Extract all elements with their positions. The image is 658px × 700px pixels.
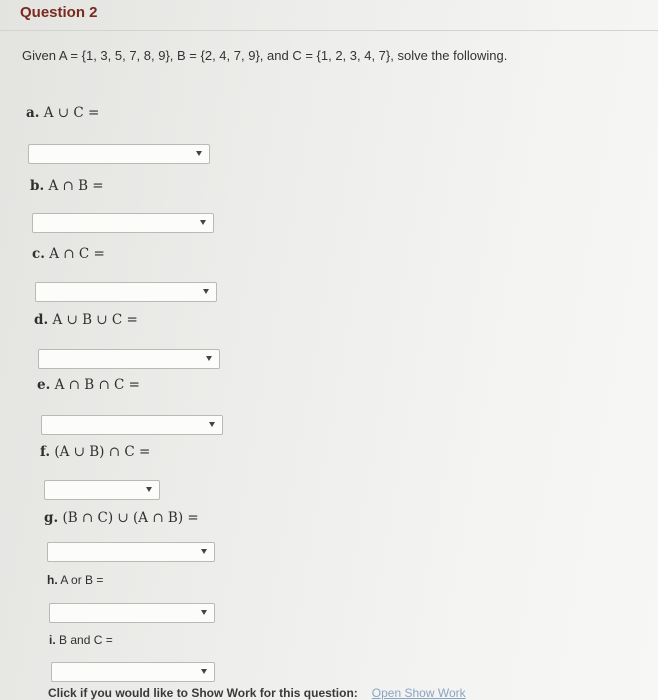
part-i-label (49, 633, 113, 647)
part-e-letter: e. (37, 377, 51, 393)
open-show-work-link[interactable]: Open Show Work (371, 686, 466, 700)
part-a-expression: A ∪ C = (43, 105, 100, 121)
chevron-down-icon (203, 289, 209, 294)
part-e-answer-dropdown[interactable] (41, 415, 223, 435)
part-h-letter: h. (47, 573, 58, 587)
chevron-down-icon (209, 422, 215, 427)
part-g-expression: (B ∩ C) ∪ (A ∩ B) = (62, 510, 199, 526)
part-g-answer-dropdown[interactable] (47, 542, 215, 562)
chevron-down-icon (196, 151, 202, 156)
chevron-down-icon (200, 220, 206, 225)
title-divider (0, 30, 658, 31)
part-a-letter: a. (26, 105, 40, 121)
part-d-letter: d. (34, 312, 49, 328)
part-a-answer-dropdown[interactable] (28, 144, 210, 164)
chevron-down-icon (201, 669, 207, 674)
part-g-label (44, 510, 199, 526)
part-f-label (40, 444, 150, 460)
part-b-expression: A ∩ B = (48, 178, 104, 194)
part-c-expression: A ∩ C = (49, 246, 105, 262)
part-b-answer-dropdown[interactable] (32, 213, 214, 233)
chevron-down-icon (146, 487, 152, 492)
chevron-down-icon (206, 356, 212, 361)
part-b-letter: b. (30, 178, 45, 194)
part-h-label (47, 573, 103, 587)
part-e-expression: A ∩ B ∩ C = (54, 377, 140, 393)
part-h-expression: A or B = (60, 573, 104, 587)
part-f-letter: f. (40, 444, 51, 460)
part-c-answer-dropdown[interactable] (35, 282, 217, 302)
part-f-answer-dropdown[interactable] (44, 480, 160, 500)
part-d-expression: A ∪ B ∪ C = (52, 312, 138, 328)
chevron-down-icon (201, 610, 207, 615)
part-f-expression: (A ∪ B) ∩ C = (54, 444, 151, 460)
part-a-label (26, 105, 99, 121)
part-c-label (32, 246, 105, 262)
part-i-answer-dropdown[interactable] (51, 662, 215, 682)
show-work-text: Click if you would like to Show Work for this question: (48, 686, 358, 700)
part-e-label (37, 377, 140, 393)
part-c-letter: c. (32, 246, 45, 262)
show-work-prompt (48, 686, 466, 700)
chevron-down-icon (201, 549, 207, 554)
part-d-label (34, 312, 138, 328)
question-title: Question 2 (20, 4, 98, 21)
part-g-letter: g. (44, 510, 59, 526)
part-d-answer-dropdown[interactable] (38, 349, 220, 369)
part-i-letter: i. (49, 633, 56, 647)
given-sets-text: Given A = {1, 3, 5, 7, 8, 9}, B = {2, 4, 7, 9}, and C = {1, 2, 3, 4, 7}, solve the following. (22, 48, 508, 63)
part-h-answer-dropdown[interactable] (49, 603, 215, 623)
part-b-label (30, 178, 104, 194)
part-i-expression: B and C = (59, 633, 113, 647)
